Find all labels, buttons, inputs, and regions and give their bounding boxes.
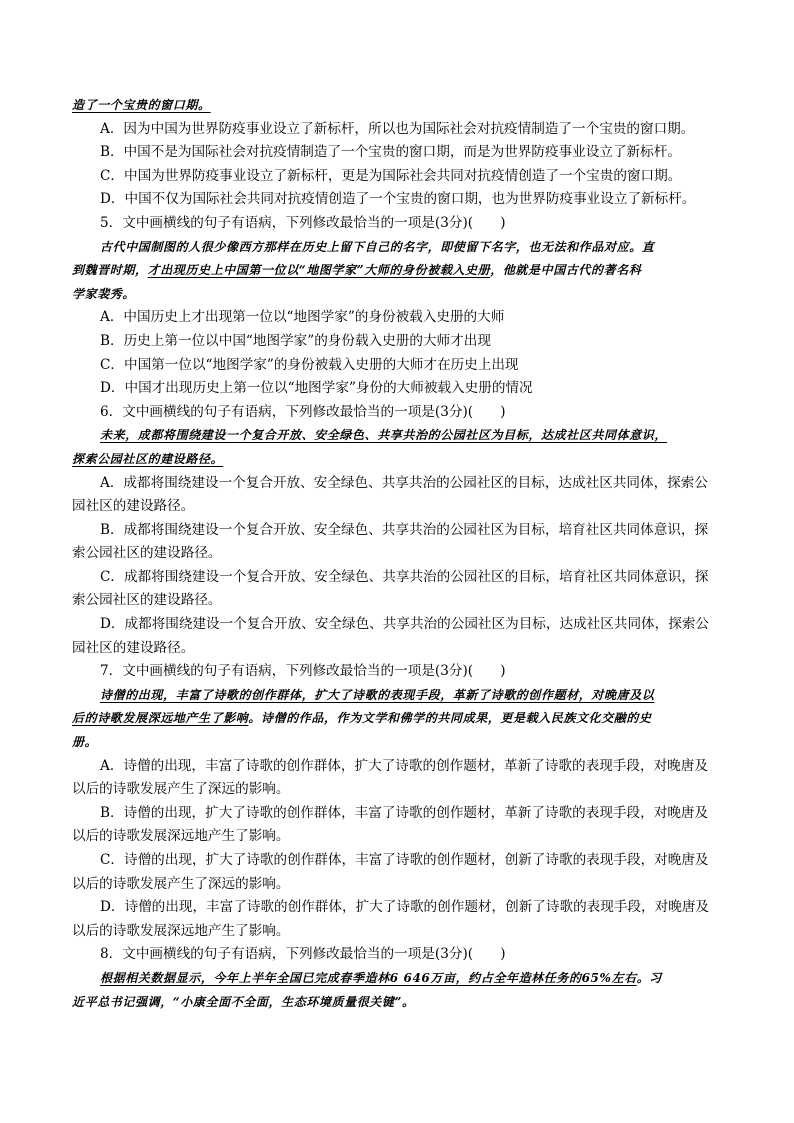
q6-underlined-sentence-1: 未来，成都将围绕建设一个复合开放、安全绿色、共享共治的公园社区为目标，达成社区共同体意识， xyxy=(100,428,668,443)
q7-passage-rest: 。诗僧的作品，作为文学和佛学的共同成果，更是载入民族文化交融的史 xyxy=(248,711,652,726)
exam-page xyxy=(72,94,724,1014)
q6-underlined-sentence-2: 探索公园社区的建设路径。 xyxy=(72,451,224,466)
q7-underlined-sentence-2: 后的诗歌发展深远地产生了影响 xyxy=(72,711,249,726)
q4-option-d[interactable]: D．中国不仅为国际社会共同对抗疫情创造了一个宝贵的窗口期，也为世界防疫事业设立了新标杆。 xyxy=(100,191,696,208)
q5-passage-plain: 到魏晋时期， xyxy=(72,263,148,278)
q7-option-c-cont[interactable]: 以后的诗歌发展产生了深远的影响。 xyxy=(72,875,290,892)
q7-question: 7．文中画横线的句子有语病，下列修改最恰当的一项是(3分)( ) xyxy=(100,663,506,680)
q5-passage-rest: ，他就是中国古代的著名科 xyxy=(490,263,642,278)
q7-option-d[interactable]: D．诗僧的出现，丰富了诗歌的创作群体，扩大了诗歌的创作题材，创新了诗歌的表现手段，对晚唐及 xyxy=(100,899,710,916)
q7-underlined-sentence-1: 诗僧的出现，丰富了诗歌的创作群体，扩大了诗歌的表现手段，革新了诗歌的创作题材，对晚唐及以 xyxy=(100,687,655,702)
q7-option-a[interactable]: A．诗僧的出现，丰富了诗歌的创作群体，扩大了诗歌的创作题材，革新了诗歌的表现手段，对晚唐及 xyxy=(100,757,708,774)
q7-passage-line3: 册。 xyxy=(72,735,98,750)
q7-option-d-cont[interactable]: 以后的诗歌发展深远地产生了影响。 xyxy=(72,922,290,939)
q7-passage-line2 xyxy=(72,707,724,731)
q6-question: 6．文中画横线的句子有语病，下列修改最恰当的一项是(3分)( ) xyxy=(100,403,506,420)
q6-option-a[interactable]: A．成都将围绕建设一个复合开放、安全绿色、共享共治的公园社区的目标，达成社区共同体，探索公 xyxy=(100,474,708,491)
q5-option-a[interactable]: A．中国历史上才出现第一位以“地图学家”的身份被载入史册的大师 xyxy=(100,309,505,326)
q7-option-b-cont[interactable]: 以后的诗歌发展深远地产生了影响。 xyxy=(72,828,290,845)
q5-passage-line3: 学家裴秀。 xyxy=(72,286,136,301)
q6-option-c-cont[interactable]: 索公园社区的建设路径。 xyxy=(72,592,222,609)
q6-passage-line2 xyxy=(72,448,724,472)
q5-option-b[interactable]: B．历史上第一位以中国“地图学家”的身份载入史册的大师才出现 xyxy=(100,332,491,349)
q5-passage-line2 xyxy=(72,259,724,283)
q5-option-c[interactable]: C．中国第一位以“地图学家”的身份被载入史册的大师才在历史上出现 xyxy=(100,356,519,373)
q5-option-d[interactable]: D．中国才出现历史上第一位以“地图学家”身份的大师被载入史册的情况 xyxy=(100,380,533,397)
q6-option-a-cont[interactable]: 园社区的建设路径。 xyxy=(72,498,195,515)
q5-underlined-sentence: 才出现历史上中国第一位以“地图学家”大师的身份被载入史册 xyxy=(147,263,491,278)
q6-option-d-cont[interactable]: 园社区的建设路径。 xyxy=(72,639,195,656)
q6-passage-line1 xyxy=(72,424,724,448)
q8-passage-rest: 。习 xyxy=(636,970,662,985)
q6-option-c[interactable]: C．成都将围绕建设一个复合开放、安全绿色、共享共治的公园社区的目标，培育社区共同体意识，探 xyxy=(100,568,709,585)
q7-option-a-cont[interactable]: 以后的诗歌发展产生了深远的影响。 xyxy=(72,781,290,798)
q7-passage-line1 xyxy=(72,684,724,708)
q5-question: 5．文中画横线的句子有语病，下列修改最恰当的一项是(3分)( ) xyxy=(100,214,506,231)
q4-option-a[interactable]: A．因为中国为世界防疫事业设立了新标杆，所以也为国际社会对抗疫情制造了一个宝贵的窗口期。 xyxy=(100,120,695,137)
q4-option-c[interactable]: C．中国为世界防疫事业设立了新标杆，更是为国际社会共同对抗疫情创造了一个宝贵的窗口期。 xyxy=(100,167,682,184)
q6-option-d[interactable]: D．成都将围绕建设一个复合开放、安全绿色、共享共治的公园社区为目标，达成社区共同体，探索公 xyxy=(100,616,710,633)
q5-passage-line1: 古代中国制图的人很少像西方那样在历史上留下自己的名字，即使留下名字，也无法和作品对应。直 xyxy=(100,239,655,254)
q8-underlined-sentence: 根据相关数据显示，今年上半年全国已完成春季造林6 646万亩，约占全年造林任务的65%左右 xyxy=(100,970,637,985)
q6-option-b[interactable]: B．成都将围绕建设一个复合开放、安全绿色、共享共治的公园社区为目标，培育社区共同体意识，探 xyxy=(100,521,709,538)
q8-passage-line2: 近平总书记强调，“小康全面不全面，生态环境质量很关键”。 xyxy=(72,994,415,1009)
q8-question: 8．文中画横线的句子有语病，下列修改最恰当的一项是(3分)( ) xyxy=(100,946,506,963)
q8-passage-line1 xyxy=(72,967,724,991)
q6-option-b-cont[interactable]: 索公园社区的建设路径。 xyxy=(72,545,222,562)
q4-passage-tail: 造了一个宝贵的窗口期。 xyxy=(72,98,211,112)
q7-option-b[interactable]: B．诗僧的出现，扩大了诗歌的创作群体，丰富了诗歌的创作题材，革新了诗歌的表现手段，对晚唐及 xyxy=(100,804,709,821)
q7-option-c[interactable]: C．诗僧的出现，扩大了诗歌的创作群体，丰富了诗歌的创作题材，创新了诗歌的表现手段，对晚唐及 xyxy=(100,852,709,868)
q4-option-b[interactable]: B．中国不是为国际社会对抗疫情制造了一个宝贵的窗口期，而是为世界防疫事业设立了新标杆。 xyxy=(100,144,681,161)
